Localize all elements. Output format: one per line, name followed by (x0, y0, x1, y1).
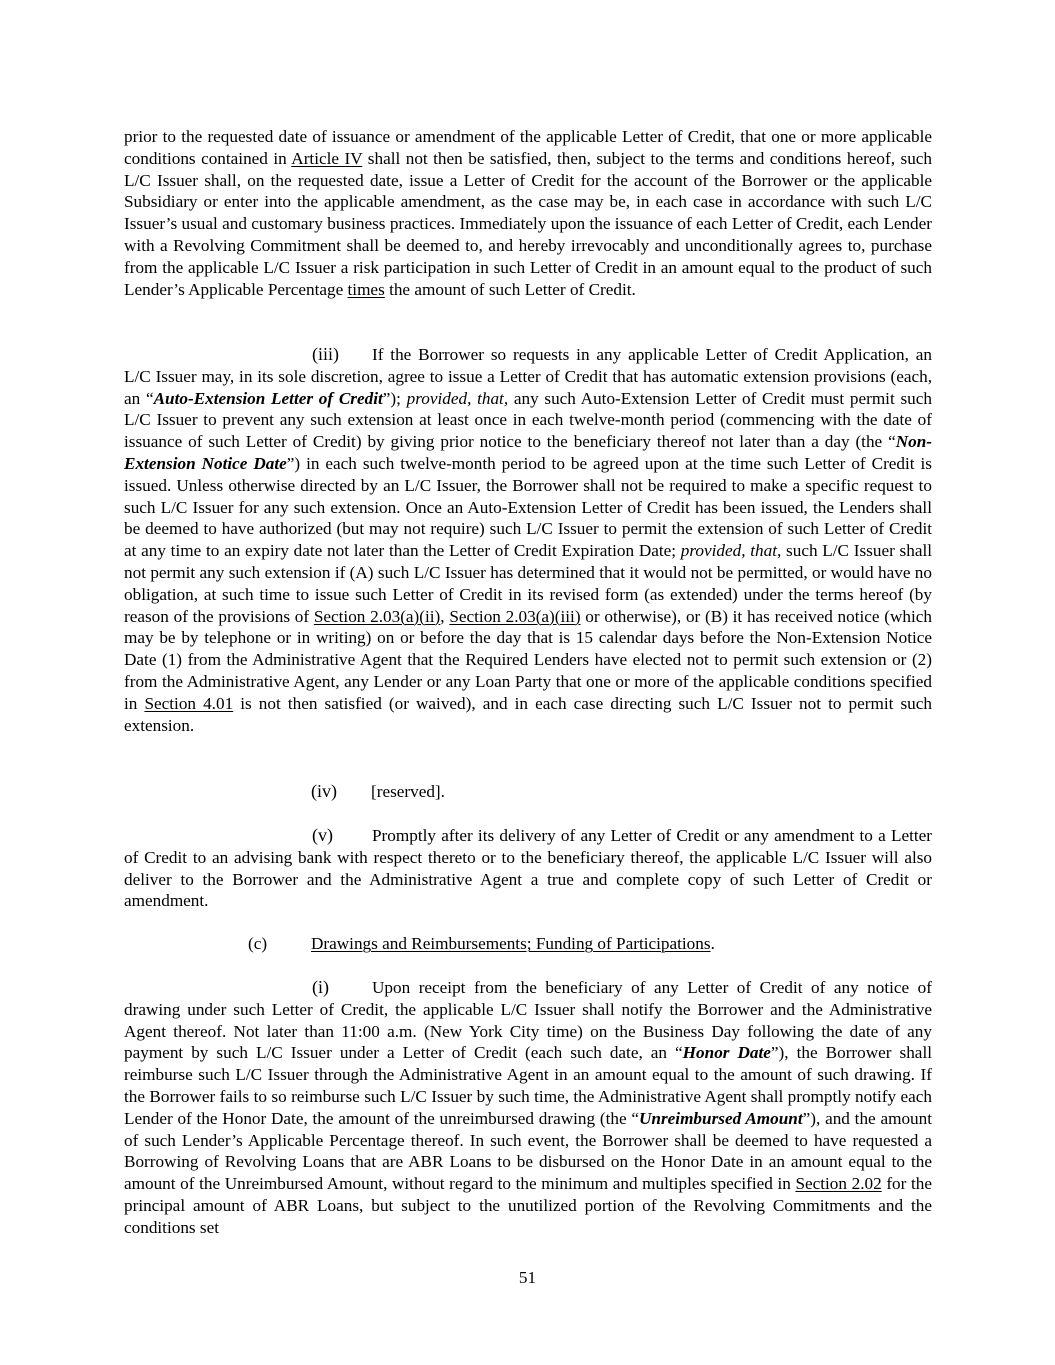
text-run: or otherwise), or (B) it has received notice (which may be by telephone or in writing) on or before the day that is 15 calendar days before the Non-Extension Notice Date (1) from the Administrative Agent that the Required Lenders have elected not to permit such extension or (2) from the Administrative Agent, any Lender or any Loan Party that one or more of the applicable conditions specified in (124, 606, 933, 713)
paragraph-iv-reserved (311, 781, 445, 803)
clause-marker-i: (i) (312, 977, 329, 997)
text-run: If the Borrower so requests in any applicable Letter of Credit Application, an L/C Issuer may, in its sole discretion, agree to issue a Letter of Credit that has automatic extension provisions (each, an “ (124, 345, 932, 408)
section-2-03-a-ii-reference: Section 2.03(a)(ii) (313, 606, 441, 626)
text-run: . (710, 934, 715, 953)
clause-marker-iii: (iii) (312, 344, 339, 364)
text-run: the amount of such Letter of Credit. (384, 279, 636, 299)
defined-term-unreimbursed-amount: Unreimbursed Amount (639, 1108, 803, 1128)
clause-marker-c: (c) (248, 934, 268, 953)
clause-marker-v: (v) (312, 825, 333, 845)
reserved-text: [reserved]. (371, 782, 445, 801)
text-run: is not then satisfied (or waived), and in each case directing such L/C Issuer not to permit such extension. (124, 693, 932, 735)
text-run: , (440, 606, 450, 626)
section-4-01-reference: Section 4.01 (144, 693, 234, 713)
defined-term-honor-date: Honor Date (682, 1043, 771, 1063)
paragraph-v-delivery (124, 825, 932, 912)
section-2-03-a-iii-reference: Section 2.03(a)(iii) (449, 606, 581, 626)
text-run: prior to the requested date of issuance or amendment of the applicable Letter of Credit, that one or more applicable conditions contained in (124, 127, 932, 168)
times-term: times (347, 279, 385, 299)
article-iv-reference: Article IV (291, 148, 363, 168)
page-number: 51 (518, 1268, 537, 1287)
text-run: shall not then be satisfied, then, subject to the terms and conditions hereof, such L/C Issuer shall, on the requested date, issue a Letter of Credit for the account of the Borrower or the applicable Subsidiary or enter into the applicable amendment, as the case may be, in each case in accordance with such L/C Issuer’s usual and customary business practices. Immediately upon the issuance of each Letter of Credit, each Lender with a Revolving Commitment shall be deemed to, and hereby irrevocably and unconditionally agrees to, purchase from the applicable L/C Issuer a risk participation in such Letter of Credit in an amount equal to the product of such Lender’s Applicable Percentage (124, 148, 933, 299)
text-run: ”) in each such twelve-month period to be agreed upon at the time such Letter of Credit is issued. Unless otherwise directed by an L/C Issuer, the Borrower shall not be required to make a specific request to such L/C Issuer for any such extension. Once an Auto-Extension Letter of Credit has been issued, the Lenders shall be deemed to have authorized (but may not require) such L/C Issuer to permit the extension of such Letter of Credit at any time to an expiry date not later than the Letter of Credit Expiration Date; (124, 453, 932, 561)
text-run: ”), and the amount of such Lender’s Applicable Percentage thereof. In such event, the Borrower shall be deemed to have requested a Borrowing of Revolving Loans that are ABR Loans to be disbursed on the Honor Date in an amount equal to the amount of the Unreimbursed Amount, without regard to the minimum and multiples specified in (124, 1108, 932, 1194)
text-run: any such Auto-Extension Letter of Credit must permit such L/C Issuer to prevent any such extension at least once in each twelve-month period (commencing with the date of issuance of such Letter of Credit) by giving prior notice to the beneficiary thereof not later than a day (the “ (124, 388, 932, 452)
text-run: Promptly after its delivery of any Letter of Credit or any amendment to a Letter of Credit to an advising bank with respect thereto or to the beneficiary thereof, the applicable L/C Issuer will also deliver to the Borrower and the Administrative Agent a true and complete copy of such Letter of Credit or amendment. (124, 826, 932, 911)
paragraph-issuance-continuation (124, 126, 932, 300)
heading-drawings-and-reimbursements: Drawings and Reimbursements; Funding of Participations (311, 934, 711, 953)
text-run: ”), the Borrower shall reimburse such L/C Issuer through the Administrative Agent in an amount equal to the amount of such drawing. If the Borrower fails to so reimburse such L/C Issuer by such time, the Administrative Agent shall promptly notify each Lender of the Honor Date, the amount of the unreimbursed drawing (the “ (124, 1043, 932, 1128)
proviso-text: provided, that, (406, 388, 509, 408)
paragraph-i-honor-date (124, 977, 932, 1239)
text-run: ”); (382, 388, 407, 408)
defined-term-non-extension-notice-date: Non-Extension Notice Date (124, 432, 932, 473)
text-run: for the principal amount of ABR Loans, but subject to the unutilized portion of the Revolving Commitments and the conditions set (124, 1174, 932, 1237)
defined-term-auto-extension-letter-of-credit: Auto-Extension Letter of Credit (153, 388, 383, 408)
text-run: such L/C Issuer shall not permit any such extension if (A) such L/C Issuer has determined that it would not be permitted, or would have no obligation, at such time to issue such Letter of Credit in its revised form (as extended) under the terms hereof (by reason of the provisions of (124, 541, 932, 626)
section-2-02-reference: Section 2.02 (795, 1174, 882, 1194)
section-c-heading (248, 933, 715, 955)
paragraph-iii-auto-extension (124, 344, 932, 736)
text-run: Upon receipt from the beneficiary of any Letter of Credit of any notice of drawing under such Letter of Credit, the applicable L/C Issuer shall notify the Borrower and the Administrative Agent thereof. Not later than 11:00 a.m. (New York City time) on the Business Day following the date of any payment by such L/C Issuer under a Letter of Credit (each such date, an “ (124, 978, 932, 1063)
clause-marker-iv: (iv) (311, 781, 337, 801)
proviso-text: provided, that, (680, 541, 782, 561)
